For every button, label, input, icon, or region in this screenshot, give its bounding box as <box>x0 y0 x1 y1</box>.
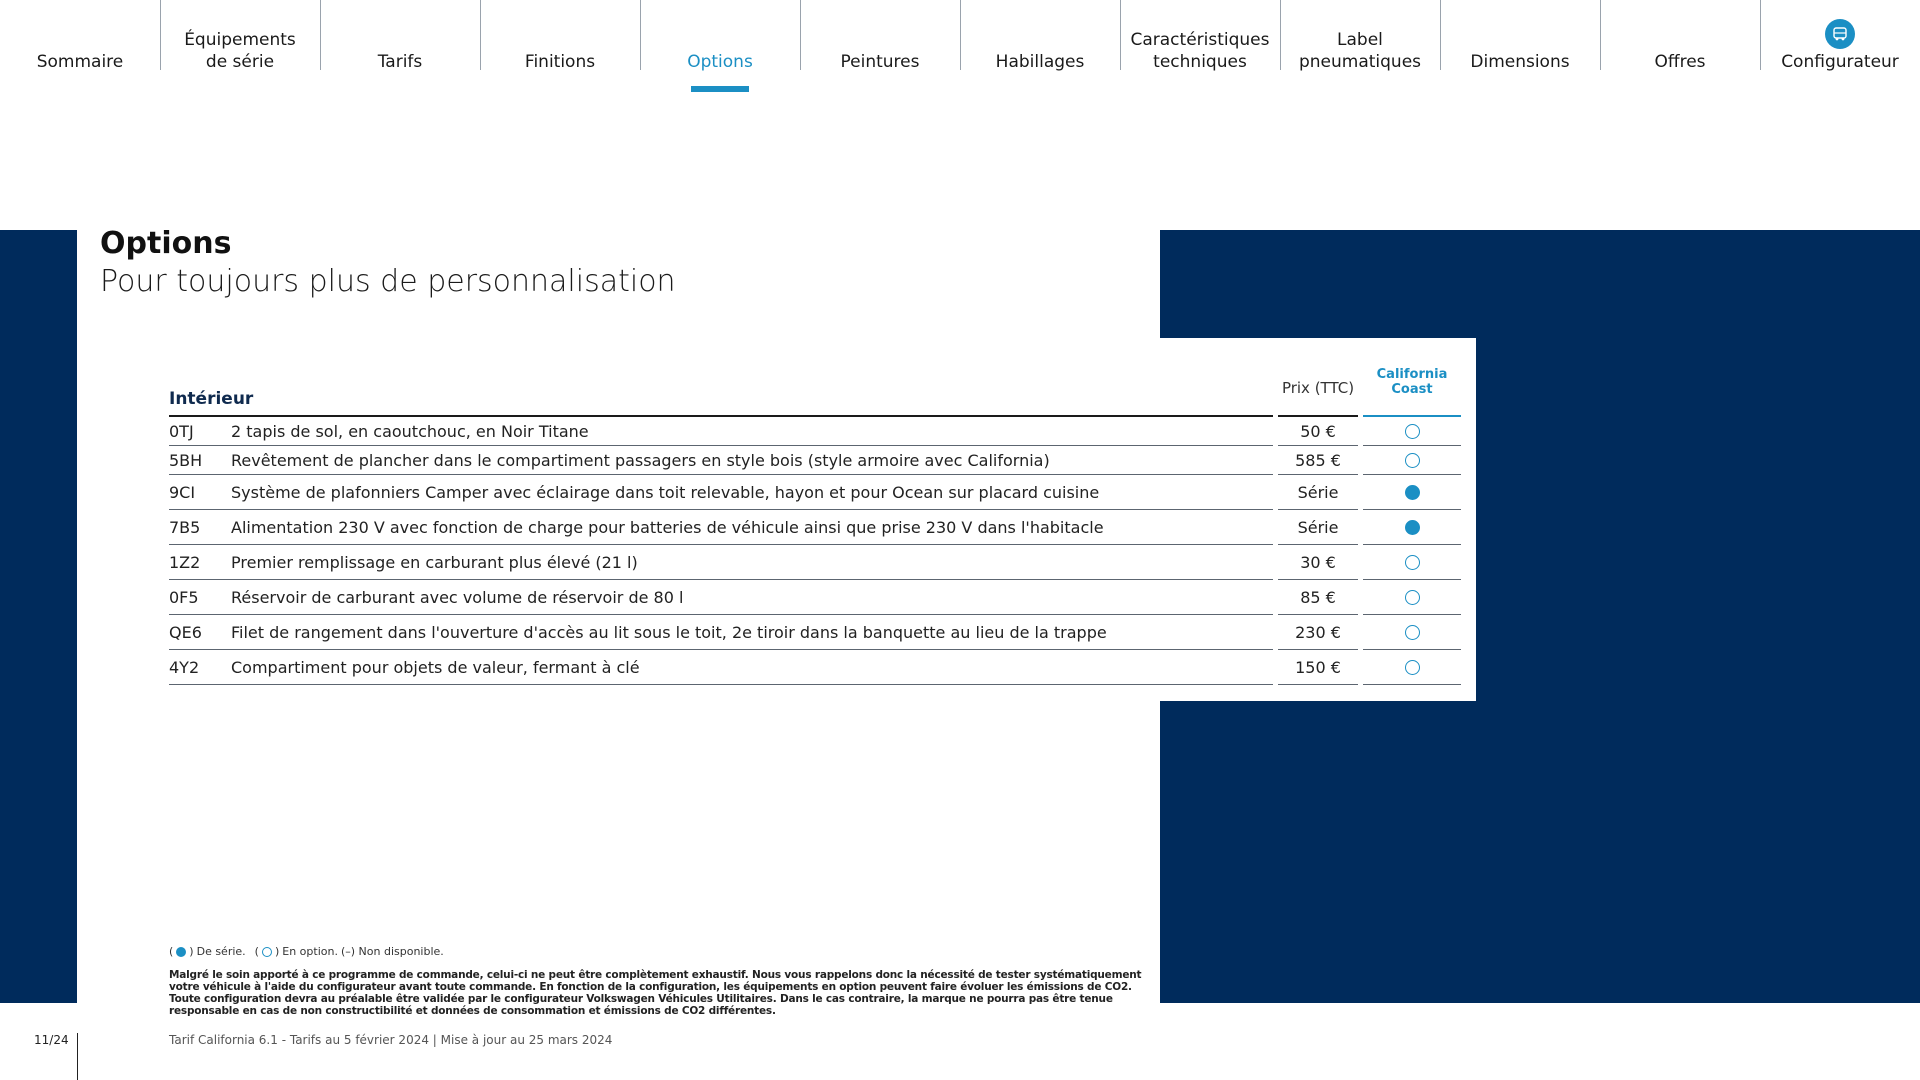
footer-text: Tarif California 6.1 - Tarifs au 5 février 2024 | Mise à jour au 25 mars 2024 <box>169 1033 613 1047</box>
option-code: 0F5 <box>169 587 199 607</box>
table-row <box>169 475 1461 510</box>
nav-item-offres[interactable] <box>1600 0 1760 100</box>
row-main <box>169 650 1273 685</box>
availability-cell <box>1363 417 1461 446</box>
standard-dot-icon <box>1405 485 1420 500</box>
option-description: Système de plafonniers Camper avec éclairage dans toit relevable, hayon et pour Ocean sur placard cuisine <box>231 482 1100 502</box>
availability-cell <box>1363 650 1461 685</box>
nav-label: Options <box>687 52 753 72</box>
nav-label: Tarifs <box>377 52 423 72</box>
table-row <box>169 615 1461 650</box>
page-number: 11/24 <box>34 1033 69 1047</box>
option-code: 1Z2 <box>169 552 201 572</box>
legend-option: En option. <box>282 945 338 958</box>
option-code: 5BH <box>169 450 203 470</box>
option-price: 230 € <box>1278 615 1358 650</box>
option-circle-icon <box>1405 453 1420 468</box>
nav-item-finitions[interactable] <box>480 0 640 100</box>
van-icon <box>1825 19 1855 49</box>
row-main <box>169 545 1273 580</box>
option-price: 50 € <box>1278 417 1358 446</box>
nav-label: Équipements de série <box>184 30 296 72</box>
nav-label: Configurateur <box>1781 52 1899 72</box>
option-price: 150 € <box>1278 650 1358 685</box>
nav-label: Dimensions <box>1470 52 1570 72</box>
legend-standard: De série. <box>196 945 246 958</box>
availability-cell <box>1363 446 1461 475</box>
availability-cell <box>1363 510 1461 545</box>
option-code: 9CI <box>169 482 196 502</box>
nav-item-configurateur[interactable] <box>1760 0 1920 100</box>
nav-item-dimensions[interactable] <box>1440 0 1600 100</box>
section-title: Intérieur <box>169 389 254 409</box>
row-main <box>169 417 1273 446</box>
page-subtitle: Pour toujours plus de personnalisation <box>100 264 676 299</box>
nav-label: Finitions <box>524 52 596 72</box>
table-row <box>169 650 1461 685</box>
legend: ( ) De série. ( ) En option. (–) Non disponible. <box>169 945 444 958</box>
table-header <box>169 360 1461 415</box>
option-description: Compartiment pour objets de valeur, fermant à clé <box>231 657 640 677</box>
disclaimer: Malgré le soin apporté à ce programme de commande, celui-ci ne peut être complètement exhaustif. Nous vous rappelons donc la nécessité de tester systématiquement votre véhicule à l'aide du configurateur avant toute commande. En fonction de la configuration, les équipements en option peuvent faire évoluer les émissions de CO2. Toute configuration devra au préalable être validée par le configurateur Volkswagen Véhicules Utilitaires. Dans le cas contraire, la marque ne pourra pas être tenue responsable en cas de non constructibilité et données de consommation et émissions de CO2 différentes. <box>169 969 1142 1017</box>
nav-label: Caractéristiques techniques <box>1130 30 1270 72</box>
divider <box>77 1033 78 1080</box>
option-description: Filet de rangement dans l'ouverture d'accès au lit sous le toit, 2e tiroir dans la banquette au lieu de la trappe <box>231 622 1107 642</box>
table-row <box>169 417 1461 446</box>
availability-cell <box>1363 545 1461 580</box>
option-description: Alimentation 230 V avec fonction de charge pour batteries de véhicule ainsi que prise 230 V dans l'habitacle <box>231 517 1104 537</box>
option-price: 30 € <box>1278 545 1358 580</box>
legend-unavailable: (–) Non disponible. <box>340 945 444 958</box>
option-circle-icon <box>1405 590 1420 605</box>
option-description: Réservoir de carburant avec volume de réservoir de 80 l <box>231 587 684 607</box>
table-row <box>169 510 1461 545</box>
option-circle-icon <box>1405 660 1420 675</box>
option-circle-icon <box>1405 555 1420 570</box>
table-body <box>169 417 1461 685</box>
option-description: Premier remplissage en carburant plus élevé (21 l) <box>231 552 638 572</box>
option-price: Série <box>1278 475 1358 510</box>
option-code: 7B5 <box>169 517 201 537</box>
left-blue-band <box>0 230 77 1003</box>
option-code: QE6 <box>169 622 202 642</box>
top-navigation <box>0 0 1920 100</box>
option-circle-icon <box>1405 625 1420 640</box>
nav-item-equipements-de-serie[interactable] <box>160 0 320 100</box>
nav-item-sommaire[interactable] <box>0 0 160 100</box>
nav-item-caracteristiques-techniques[interactable] <box>1120 0 1280 100</box>
option-code: 4Y2 <box>169 657 200 677</box>
option-description: 2 tapis de sol, en caoutchouc, en Noir Titane <box>231 421 589 441</box>
standard-dot-icon <box>1405 520 1420 535</box>
model-column-header: California Coast <box>1376 367 1448 397</box>
option-circle-icon <box>262 947 272 957</box>
row-main <box>169 615 1273 650</box>
row-main <box>169 446 1273 475</box>
nav-label: Peintures <box>840 52 920 72</box>
option-code: 0TJ <box>169 421 194 441</box>
row-main <box>169 475 1273 510</box>
standard-dot-icon <box>176 947 186 957</box>
row-main <box>169 580 1273 615</box>
availability-cell <box>1363 615 1461 650</box>
price-column-header: Prix (TTC) <box>1281 379 1355 397</box>
nav-label: Sommaire <box>36 52 124 72</box>
page-title: Options <box>100 226 232 261</box>
nav-item-label-pneumatiques[interactable] <box>1280 0 1440 100</box>
nav-item-tarifs[interactable] <box>320 0 480 100</box>
option-price: 585 € <box>1278 446 1358 475</box>
nav-item-habillages[interactable] <box>960 0 1120 100</box>
nav-label: Offres <box>1654 52 1706 72</box>
availability-cell <box>1363 475 1461 510</box>
availability-cell <box>1363 580 1461 615</box>
nav-label: Label pneumatiques <box>1298 30 1422 72</box>
table-row <box>169 545 1461 580</box>
option-price: Série <box>1278 510 1358 545</box>
option-description: Revêtement de plancher dans le compartiment passagers en style bois (style armoire avec California) <box>231 450 1050 470</box>
nav-item-peintures[interactable] <box>800 0 960 100</box>
row-main <box>169 510 1273 545</box>
options-table <box>169 360 1461 677</box>
table-row <box>169 580 1461 615</box>
option-circle-icon <box>1405 424 1420 439</box>
table-row <box>169 446 1461 475</box>
nav-label: Habillages <box>995 52 1085 72</box>
nav-item-options[interactable] <box>640 0 800 100</box>
option-price: 85 € <box>1278 580 1358 615</box>
